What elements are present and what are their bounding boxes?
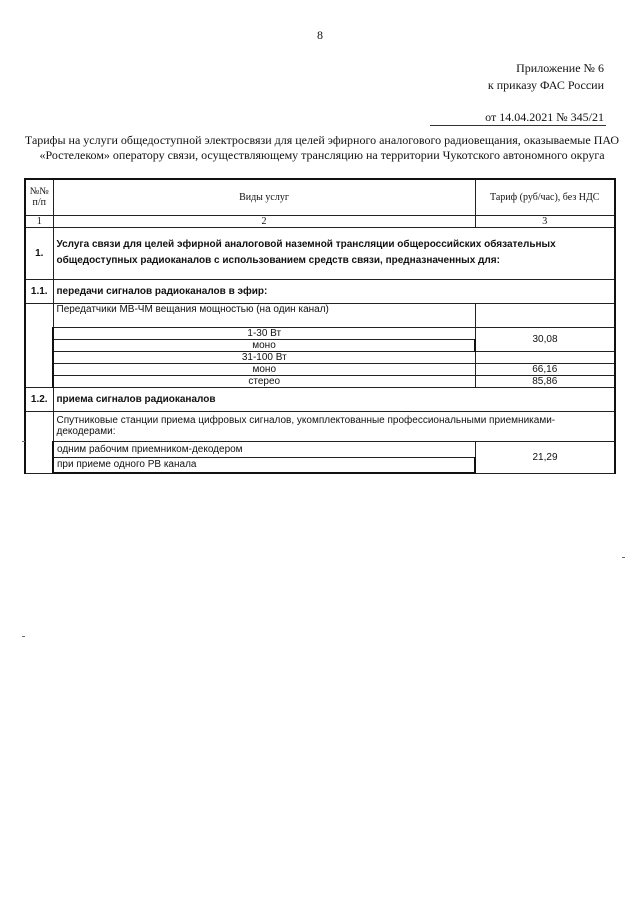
section-1-2-num: 1.2. [25, 387, 53, 411]
col-number-2: 2 [53, 215, 475, 227]
section-1-2-text: приема сигналов радиоканалов [53, 387, 615, 411]
power-row-tariff: 85,86 [475, 375, 615, 387]
section-1-1-text: передачи сигналов радиоканалов в эфир: [53, 279, 615, 303]
header-services: Виды услуг [53, 179, 475, 215]
satellite-label: Спутниковые станции приема цифровых сигналов, укомплектованные профессиональными приемниками-декодерами: [53, 411, 615, 441]
tariff-table [24, 178, 616, 474]
title-line-2: «Ростелеком» оператору связи, осуществляющему трансляцию на территории Чукотского автономного округа [39, 148, 605, 162]
power-row-label: моно [53, 339, 475, 351]
power-row-tariff [475, 351, 615, 363]
page-number: 8 [317, 28, 323, 42]
power-row-label: 31-100 Вт [53, 351, 475, 363]
section-1-1-num: 1.1. [25, 279, 53, 303]
power-row-tariff: 30,08 [475, 327, 615, 351]
title-line-1: Тарифы на услуги общедоступной электросвязи для целей эфирного аналогового радиовещания, оказываемые ПАО [24, 133, 620, 147]
col-number-1: 1 [25, 215, 53, 227]
receiver-tariff: 21,29 [475, 441, 615, 473]
section-1-2-blank [25, 411, 53, 473]
order-date-number: от 14.04.2021 № 345/21 [485, 110, 604, 124]
section-1-text: Услуга связи для целей эфирной аналоговой наземной трансляции общероссийских обязательных общедоступных радиоканалов с использованием средств связи, предназначенных для: [53, 227, 615, 279]
section-1-num: 1. [25, 227, 53, 279]
scan-speck [22, 636, 25, 637]
appendix-line: Приложение № 6 [516, 61, 604, 75]
power-row-label: 1-30 Вт [53, 327, 475, 339]
header-num: №№ п/п [25, 179, 53, 215]
section-1-1-blank [25, 303, 53, 387]
power-row-label: моно [53, 363, 475, 375]
scan-speck [22, 441, 25, 442]
power-row-tariff: 66,16 [475, 363, 615, 375]
order-underline [430, 125, 606, 126]
receiver-row-label: при приеме одного РВ канала [53, 457, 475, 473]
transmitters-tariff-blank [475, 303, 615, 327]
appendix-order-ref: к приказу ФАС России [487, 78, 604, 92]
col-number-3: 3 [475, 215, 615, 227]
appendix-heading [488, 60, 604, 94]
scan-speck [622, 557, 625, 558]
power-row-label: стерео [53, 375, 475, 387]
header-tariff: Тариф (руб/час), без НДС [475, 179, 615, 215]
document-title [22, 133, 622, 163]
receiver-row-label: одним рабочим приемником-декодером [53, 441, 475, 457]
transmitters-label: Передатчики МВ-ЧМ вещания мощностью (на один канал) [53, 303, 475, 327]
